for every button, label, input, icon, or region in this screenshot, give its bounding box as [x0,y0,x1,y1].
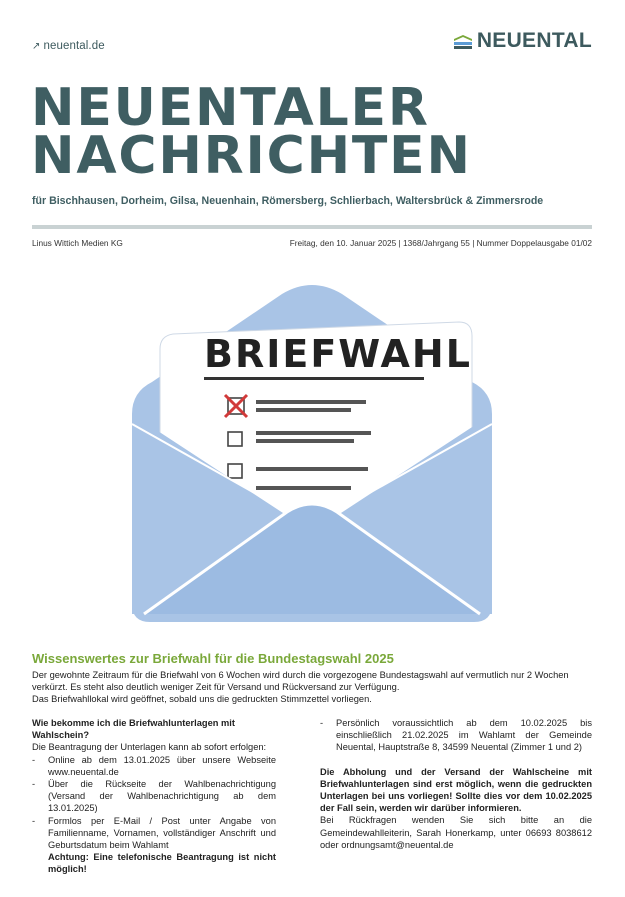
issue-info: Freitag, den 10. Januar 2025 | 1368/Jahrgang 55 | Nummer Doppelausgabe 01/02 [289,238,592,248]
masthead [31,78,472,186]
section-question: Wie bekomme ich die Briefwahlunterlagen mit Wahlschein? [32,718,235,741]
article-column-right [320,717,592,851]
divider [32,225,592,229]
municipality-logo [453,30,592,52]
list-item: - Über die Rückseite der Wahlbenachrichtigung (Versand der Wahlbenachrichtigung ab dem 13.01.2025) [32,778,276,815]
list-item: - Formlos per E-Mail / Post unter Angabe von Familienname, Vornamen, vollständiger Anschrift und Geburtsdatum beim Wahlamt [32,815,276,852]
publisher: Linus Wittich Medien KG [32,238,123,248]
briefwahl-label: BRIEFWAHL [204,332,472,376]
pickup-notice: Die Abholung und der Versand der Wahlscheine mit Briefwahlunterlagen sind erst möglich, wenn die gedruckten Unterlagen bei uns vorliegen! Sollte dies vor dem 10.02.2025 der Fall sein, werden wir darüber informieren. [320,766,592,814]
contact-info: Bei Rückfragen wenden Sie sich bitte an die Gemeindewahlleiterin, Sarah Honerkamp, unter 06693 8038612 oder ordnungsamt@neuental.de [320,815,592,850]
neuental-logo-icon [453,31,473,51]
list-item: - Persönlich voraussichtlich ab dem 10.02.2025 bis einschließlich 21.02.2025 im Wahlamt der Gemeinde Neuental, Hauptstraße 8, 34599 Neuental (Zimmer 1 und 2) [320,717,592,754]
intro-paragraph-1: Der gewohnte Zeitraum für die Briefwahl von 6 Wochen wird durch die vorgezogene Bundestagswahl auf vermutlich nur 2 Wochen verkürzt. Es steht also deutlich weniger Zeit für Versand und Rückversand zur Verfügung. [32,670,569,693]
article-headline: Wissenswertes zur Briefwahl für die Bundestagswahl 2025 [32,651,394,666]
list-item: - Online ab dem 13.01.2025 über unsere Webseite www.neuental.de [32,754,276,778]
article-column-left [32,717,276,876]
masthead-line-1: NEUENTALER [31,78,430,138]
masthead-line-2: NACHRICHTEN [31,126,472,186]
briefwahl-illustration [32,274,592,634]
top-bar [32,29,592,58]
article-intro [32,669,592,706]
warning-note: Achtung: Eine telefonische Beantragung ist nicht möglich! [48,852,276,875]
envelope-ballot-image [32,274,592,634]
request-intro: Die Beantragung der Unterlagen kann ab sofort erfolgen: [32,742,267,753]
masthead-subtitle: für Bischhausen, Dorheim, Gilsa, Neuenhain, Römersberg, Schlierbach, Waltersbrück & Zimmersrode [32,195,544,207]
website-link[interactable] [32,40,105,52]
intro-paragraph-2: Das Briefwahllokal wird geöffnet, sobald uns die gedruckten Stimmzettel vorliegen. [32,694,372,705]
website-url: neuental.de [43,40,105,52]
logo-text: NEUENTAL [476,29,592,52]
arrow-icon: ↗ [32,41,41,52]
